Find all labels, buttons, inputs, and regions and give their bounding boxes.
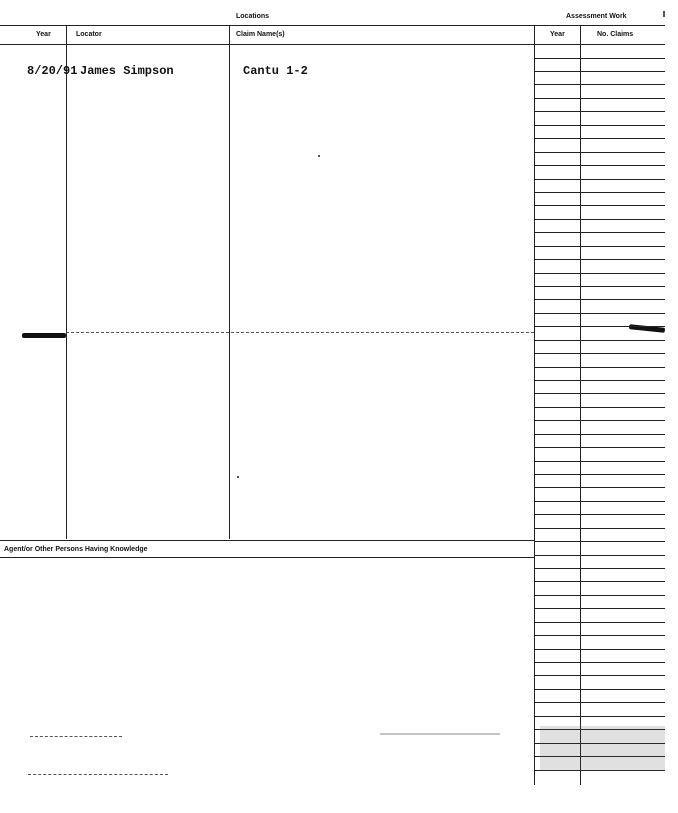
aw-grid-line xyxy=(534,98,665,99)
aw-grid-line xyxy=(534,407,665,408)
aw-grid-line xyxy=(534,622,665,623)
aw-grid-line xyxy=(534,71,665,72)
aw-grid-line xyxy=(534,84,665,85)
aw-grid-line xyxy=(534,689,665,690)
aw-grid-line xyxy=(534,353,665,354)
scan-noise-dot xyxy=(663,11,665,17)
scan-noise-speck xyxy=(380,733,500,735)
divider-aw-year-claims xyxy=(580,25,581,785)
entry-claim-name: Cantu 1-2 xyxy=(243,64,308,78)
aw-grid-line xyxy=(534,675,665,676)
aw-grid-line xyxy=(534,259,665,260)
aw-grid-line xyxy=(534,702,665,703)
col-year-header: Year xyxy=(36,31,51,38)
scan-noise-block xyxy=(540,726,665,771)
aw-grid-line xyxy=(534,581,665,582)
aw-grid-line xyxy=(534,138,665,139)
header-bottom-rule xyxy=(0,44,665,45)
header-top-rule xyxy=(0,25,665,26)
scan-noise-dot xyxy=(237,476,239,478)
col-locator-header: Locator xyxy=(76,31,102,38)
aw-grid-line xyxy=(534,246,665,247)
col-aw-year-header: Year xyxy=(550,31,565,38)
assessment-work-header: Assessment Work xyxy=(566,13,627,20)
aw-grid-line xyxy=(534,595,665,596)
aw-grid-line xyxy=(534,568,665,569)
aw-grid-line xyxy=(534,662,665,663)
aw-grid-line xyxy=(534,649,665,650)
aw-grid-line xyxy=(534,447,665,448)
scan-noise-line xyxy=(30,736,122,737)
agent-section-bottom-rule xyxy=(0,557,534,558)
col-claim-names-header: Claim Name(s) xyxy=(236,31,285,38)
aw-grid-line xyxy=(534,635,665,636)
aw-grid-line xyxy=(534,152,665,153)
divider-claims-aw xyxy=(534,25,535,785)
aw-grid-line xyxy=(534,179,665,180)
aw-grid-line xyxy=(534,299,665,300)
agent-section-top-rule xyxy=(0,540,534,541)
aw-grid-line xyxy=(534,58,665,59)
aw-grid-line xyxy=(534,514,665,515)
aw-grid-line xyxy=(534,608,665,609)
entry-locator: James Simpson xyxy=(80,64,174,78)
locations-header: Locations xyxy=(236,13,270,20)
aw-grid-line xyxy=(534,340,665,341)
aw-grid-line xyxy=(534,125,665,126)
aw-grid-line xyxy=(534,219,665,220)
agent-section-label: Agent/or Other Persons Having Knowledge xyxy=(4,546,148,553)
aw-grid-line xyxy=(534,192,665,193)
aw-grid-line xyxy=(534,434,665,435)
scan-noise-line xyxy=(28,774,168,775)
aw-grid-line xyxy=(534,380,665,381)
aw-grid-line xyxy=(534,528,665,529)
divider-year-locator xyxy=(66,25,67,539)
aw-grid-line xyxy=(534,326,665,327)
aw-grid-line xyxy=(534,205,665,206)
fold-dashed-line xyxy=(66,332,534,333)
aw-grid-line xyxy=(534,273,665,274)
aw-grid-line xyxy=(534,487,665,488)
entry-year: 8/20/91 xyxy=(27,64,78,78)
scan-noise-dot xyxy=(318,155,320,157)
aw-grid-line xyxy=(534,111,665,112)
aw-grid-line xyxy=(534,367,665,368)
aw-grid-line xyxy=(534,313,665,314)
divider-locator-claims xyxy=(229,25,230,539)
aw-grid-line xyxy=(534,420,665,421)
aw-grid-line xyxy=(534,474,665,475)
left-fold-mark xyxy=(22,333,66,338)
aw-grid-line xyxy=(534,501,665,502)
aw-grid-line xyxy=(534,555,665,556)
aw-grid-line xyxy=(534,541,665,542)
col-no-claims-header: No. Claims xyxy=(597,31,634,38)
aw-grid-line xyxy=(534,286,665,287)
aw-grid-line xyxy=(534,165,665,166)
aw-grid-line xyxy=(534,393,665,394)
aw-grid-line xyxy=(534,232,665,233)
aw-grid-line xyxy=(534,716,665,717)
aw-grid-line xyxy=(534,461,665,462)
